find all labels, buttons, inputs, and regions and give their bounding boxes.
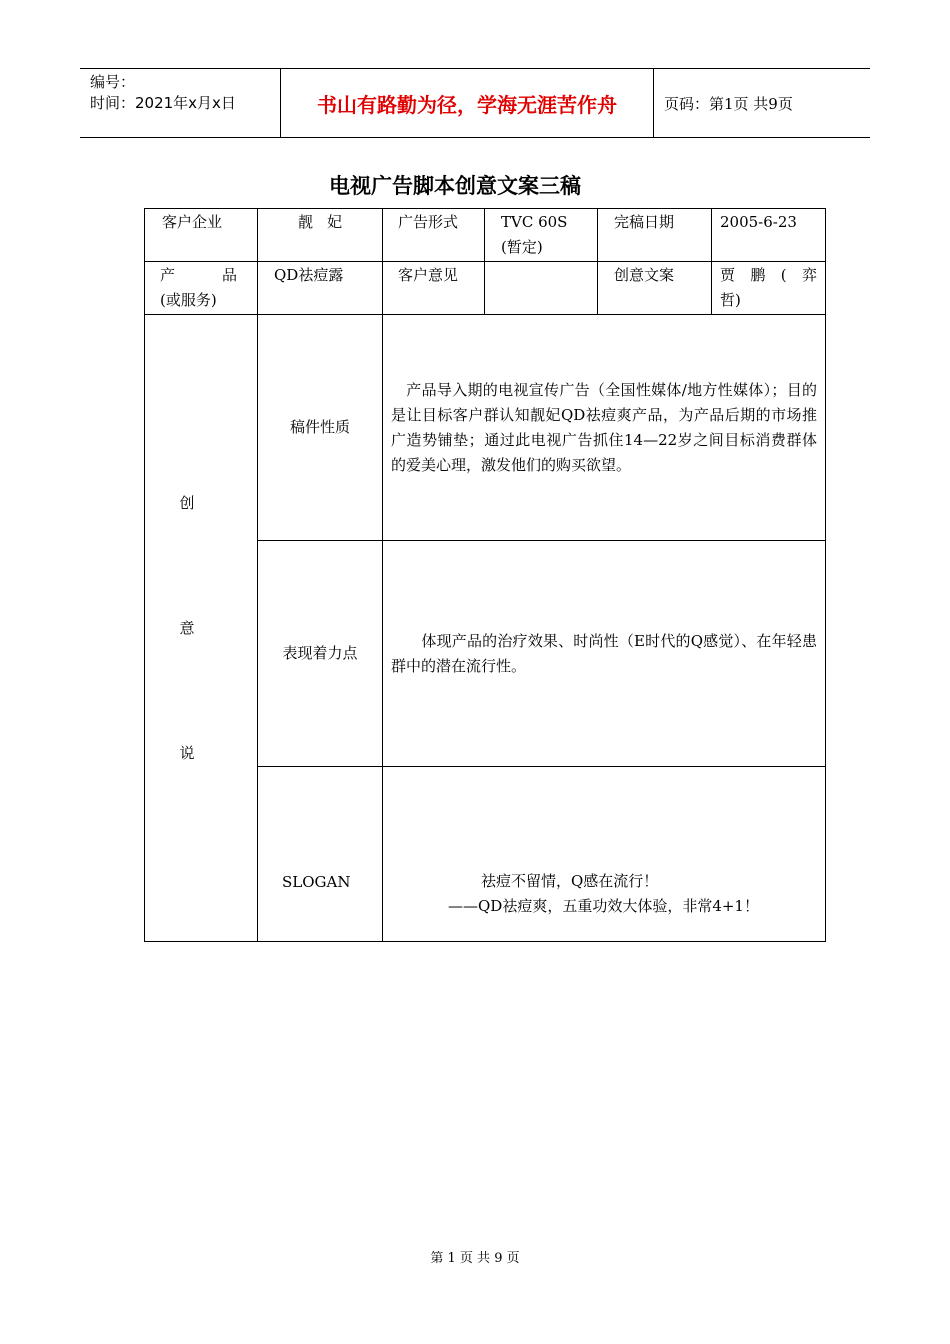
focus-label: 表现着力点 bbox=[282, 644, 358, 662]
product-value: QD祛痘露 bbox=[274, 266, 344, 284]
ad-form-label-cell bbox=[383, 209, 485, 262]
nature-text: 产品导入期的电视宣传广告（全国性媒体/地方性媒体）；目的是让目标客户群认知靓妃QD祛痘爽产品，为产品后期的市场推广造势铺垫；通过此电视广告抓住14—22岁之间目标消费群体的爱美心理，激发他们的购买欲望。 bbox=[391, 380, 817, 474]
slogan-label: SLOGAN bbox=[282, 873, 351, 891]
header-motto: 书山有路勤为径，学海无涯苦作舟 bbox=[281, 69, 654, 137]
product-label-2: (或服务) bbox=[160, 291, 217, 309]
client-label: 客户企业 bbox=[162, 213, 223, 231]
creative-char-2: 意 bbox=[179, 618, 195, 637]
client-label-cell bbox=[145, 209, 258, 262]
copywriter-label-cell bbox=[598, 262, 712, 315]
copywriter-line1d: 弈 bbox=[801, 266, 817, 284]
creative-brief-table bbox=[144, 208, 826, 942]
slogan-line1: 祛痘不留情，Q感在流行！ bbox=[481, 872, 659, 890]
ad-form-label: 广告形式 bbox=[398, 213, 459, 231]
ad-form-value-2: (暂定) bbox=[501, 238, 543, 256]
product-label-line1 bbox=[160, 263, 237, 288]
header-page-label: 页码：第1页 共9页 bbox=[664, 94, 793, 113]
ad-form-value-cell bbox=[485, 209, 598, 262]
product-label-cell bbox=[145, 262, 258, 315]
copywriter-line2: 哲) bbox=[720, 291, 741, 309]
finish-date-label-cell bbox=[598, 209, 712, 262]
page-footer: 第 1 页 共 9 页 bbox=[430, 1251, 520, 1266]
copywriter-label: 创意文案 bbox=[614, 266, 675, 284]
client-value: 靓 妃 bbox=[297, 213, 343, 231]
product-label-1b: 品 bbox=[221, 266, 237, 284]
finish-date-label: 完稿日期 bbox=[614, 213, 675, 231]
ad-form-value-1: TVC 60S bbox=[501, 213, 568, 231]
slogan-text-cell bbox=[383, 767, 826, 942]
product-label-1a: 产 bbox=[160, 266, 176, 284]
slogan-label-cell bbox=[258, 767, 383, 942]
copywriter-line1b: 鹏 bbox=[750, 266, 766, 284]
creative-char-3: 说 bbox=[179, 743, 195, 762]
copywriter-line1c: ( bbox=[780, 266, 787, 284]
client-opinion-label-cell bbox=[383, 262, 485, 315]
nature-label: 稿件性质 bbox=[289, 418, 350, 436]
document-title: 电视广告脚本创意文案三稿 bbox=[329, 174, 581, 198]
focus-text-cell bbox=[383, 541, 826, 767]
page-header bbox=[80, 68, 870, 138]
client-opinion-label: 客户意见 bbox=[398, 266, 459, 284]
copywriter-value-cell bbox=[712, 262, 826, 315]
number-label: 编号： bbox=[90, 73, 136, 91]
nature-text-cell bbox=[383, 315, 826, 541]
copywriter-line1a: 贾 bbox=[720, 266, 736, 284]
copywriter-line1 bbox=[720, 263, 817, 288]
finish-date-value-cell bbox=[712, 209, 826, 262]
product-value-cell bbox=[258, 262, 383, 315]
client-value-cell bbox=[258, 209, 383, 262]
focus-label-cell bbox=[258, 541, 383, 767]
creative-column bbox=[145, 315, 258, 942]
time-label: 时间：2021年x月x日 bbox=[90, 94, 236, 112]
client-opinion-value-cell bbox=[485, 262, 598, 315]
header-meta bbox=[80, 69, 281, 137]
creative-char-1: 创 bbox=[179, 493, 195, 512]
slogan-line2: ——QD祛痘爽，五重功效大体验，非常4+1！ bbox=[448, 897, 759, 915]
focus-text: 体现产品的治疗效果、时尚性（E时代的Q感觉）、在年轻患群中的潜在流行性。 bbox=[391, 631, 817, 675]
nature-label-cell bbox=[258, 315, 383, 541]
finish-date-value: 2005-6-23 bbox=[720, 213, 797, 231]
